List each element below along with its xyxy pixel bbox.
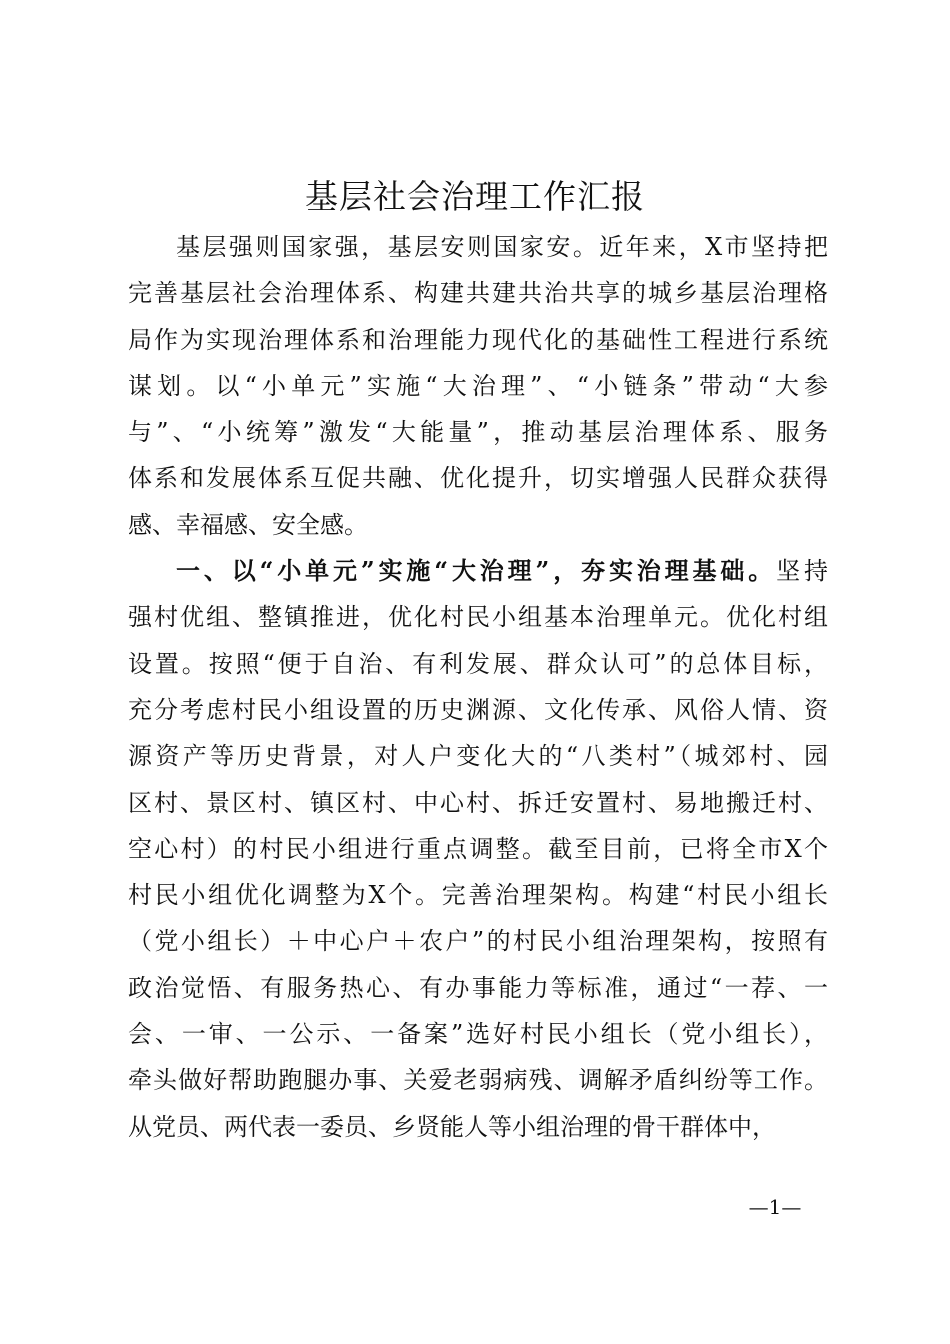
paragraph-line: 源资产等历史背景，对人户变化大的“八类村”（城郊村、园 <box>128 742 828 771</box>
document-body <box>128 224 828 1150</box>
paragraph-line: 谋划。以“小单元”实施“大治理”、“小链条”带动“大参 <box>128 371 828 400</box>
paragraph-line: 政治觉悟、有服务热心、有办事能力等标准，通过“一荐、一 <box>128 973 828 1002</box>
paragraph-line-rest: 坚持 <box>776 557 829 586</box>
paragraph-line: 完善基层社会治理体系、构建共建共治共享的城乡基层治理格 <box>128 279 828 308</box>
paragraph-line: 局作为实现治理体系和治理能力现代化的基础性工程进行系统 <box>128 325 828 354</box>
paragraph-line: 强村优组、整镇推进，优化村民小组基本治理单元。优化村组 <box>128 603 828 632</box>
paragraph-line: 感、幸福感、安全感。 <box>128 510 368 539</box>
paragraph-line: 区村、景区村、镇区村、中心村、拆迁安置村、易地搬迁村、 <box>128 788 828 817</box>
page-number: —1— <box>748 1195 802 1219</box>
paragraph-line: 基层强则国家强，基层安则国家安。近年来，X市坚持把 <box>176 233 828 261</box>
paragraph-line: 与”、“小统筹”激发“大能量”，推动基层治理体系、服务 <box>128 418 828 447</box>
paragraph-line: 空心村）的村民小组进行重点调整。截至目前，已将全市X个 <box>128 834 828 863</box>
paragraph-line: （党小组长）＋中心户＋农户”的村民小组治理架构，按照有 <box>128 927 828 956</box>
section-heading: 一、以“小单元”实施“大治理”，夯实治理基础。 <box>176 556 777 586</box>
document-title: 基层社会治理工作汇报 <box>305 177 645 216</box>
paragraph-line: 村民小组优化调整为X个。完善治理架构。构建“村民小组长 <box>128 881 828 910</box>
paragraph-line: 从党员、两代表一委员、乡贤能人等小组治理的骨干群体中， <box>128 1112 776 1141</box>
paragraph-line: 设置。按照“便于自治、有利发展、群众认可”的总体目标， <box>128 649 828 678</box>
paragraph-line: 体系和发展体系互促共融、优化提升，切实增强人民群众获得 <box>128 464 828 493</box>
paragraph-line: 充分考虑村民小组设置的历史渊源、文化传承、风俗人情、资 <box>128 695 828 724</box>
paragraph-line: 会、一审、一公示、一备案”选好村民小组长（党小组长）， <box>128 1020 828 1049</box>
paragraph-line: 牵头做好帮助跑腿办事、关爱老弱病残、调解矛盾纠纷等工作。 <box>128 1066 828 1095</box>
section-heading-line <box>128 548 828 594</box>
